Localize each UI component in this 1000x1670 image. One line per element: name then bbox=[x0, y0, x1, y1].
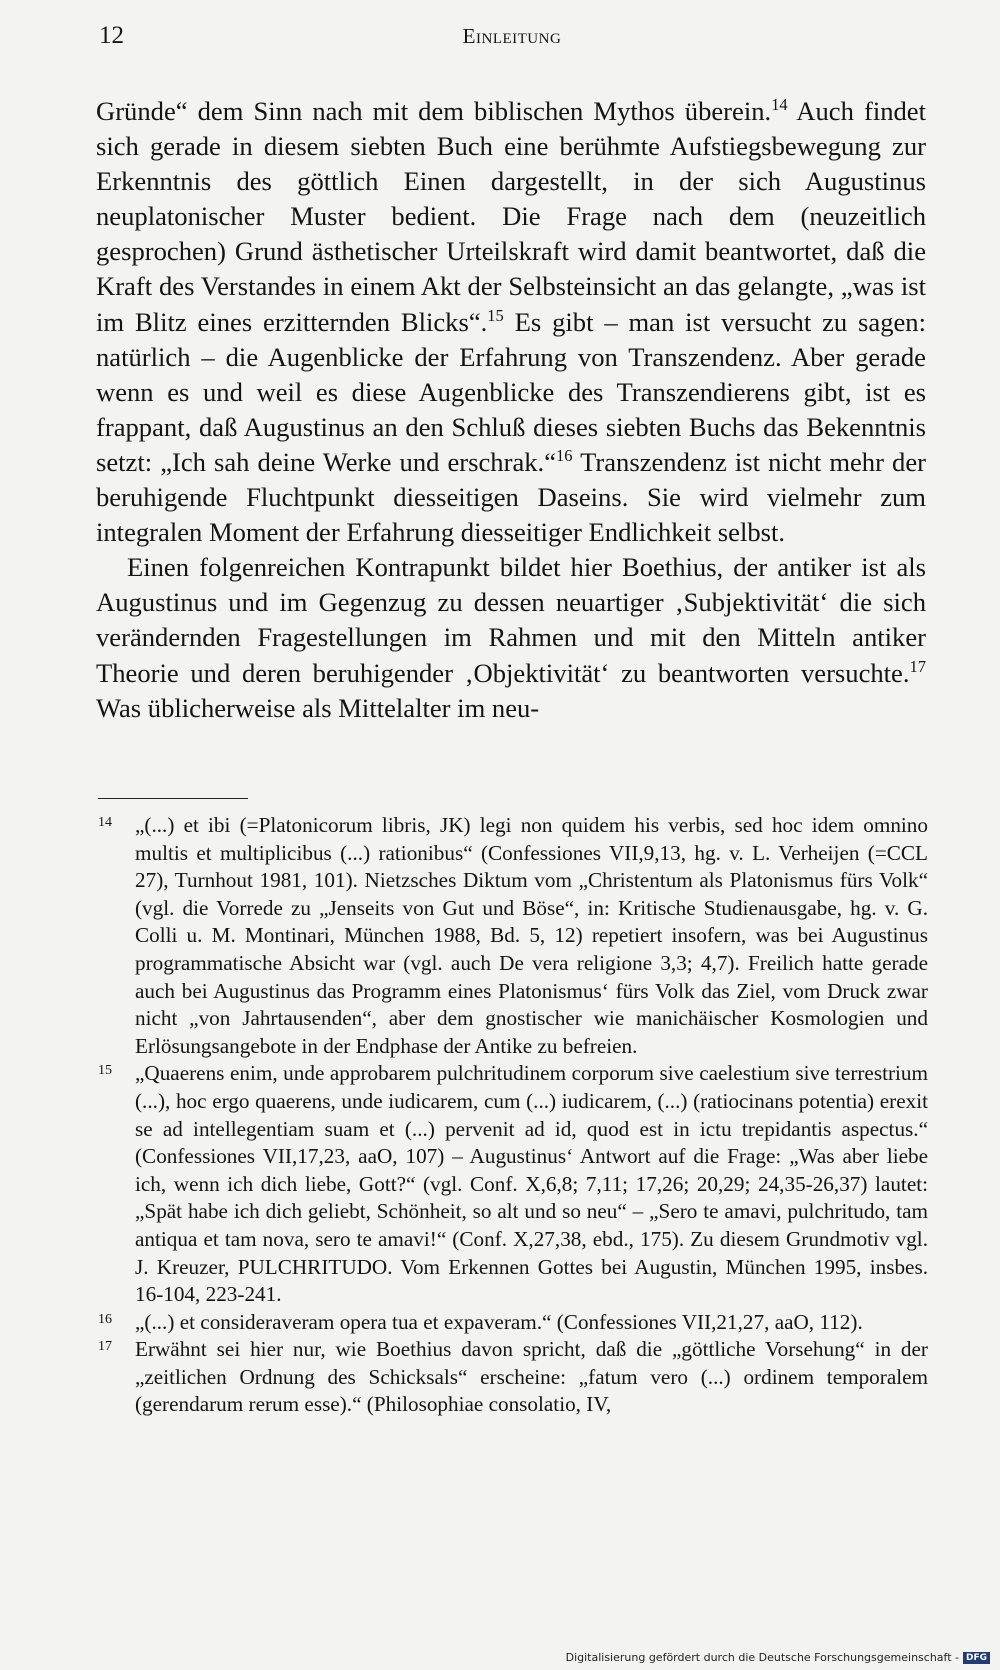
footnote-number: 14 bbox=[98, 815, 112, 830]
footnote-number: 17 bbox=[98, 1339, 112, 1355]
digitization-banner bbox=[566, 1651, 990, 1664]
page-header bbox=[99, 22, 925, 58]
footnote-ref-16[interactable]: 16 bbox=[556, 446, 573, 466]
text-run: Es gibt – man ist versucht zu sagen: natürlich – die Augenblicke der Erfahrung von Transzendenz. Aber gerade wenn es und weil es diese Augenblicke des Transzendierens gibt, ist es frappant, daß Augustinus an den Schluß dieses siebten Buchs das Bekenntnis setzt: „Ich sah deine Werke und erschrak.“ bbox=[96, 306, 926, 477]
footnote-text: „(...) et consideraveram opera tua et expaveram.“ (Confessiones VII,21,27, aaO, 112). bbox=[135, 1309, 863, 1334]
text-run: Auch findet sich gerade in diesem siebten Buch eine berühmte Aufstiegsbewegung zur Erkenntnis des göttlich Einen dargestellt, in der sich Augustinus neuplatonischer Muster bedient. Die Frage nach dem (neuzeitlich gesprochen) Grund ästhetischer Urteilskraft wird damit beantwortet, daß die Kraft des Verstandes in einem Akt der Selbsteinsicht an das gelangte, „was ist im Blitz eines erzitternden Blicks“. bbox=[96, 96, 926, 337]
footnote-number: 16 bbox=[98, 1311, 112, 1327]
footnote-17 bbox=[96, 1336, 928, 1419]
text-run: Gründe“ dem Sinn nach mit dem biblischen Mythos überein. bbox=[96, 96, 772, 126]
footnote-ref-15[interactable]: 15 bbox=[487, 305, 504, 325]
body-text bbox=[96, 94, 926, 726]
footnote-text: „(...) et ibi (=Platonicorum libris, JK) legi non quidem his verbis, sed hoc idem omnino multis et multiplicibus (...) rationibus“ (Confessiones VII,9,13, hg. v. L. Verheijen (=CCL 27), Turnhout 1981, 101). Nietzsches Diktum vom „Christentum als Platonismus fürs Volk“ (vgl. die Vorrede zu „Jenseits von Gut und Böse“, in: Kritische Studienausgabe, hg. v. G. Colli u. M. Montinari, München 1988, Bd. 5, 12) repetiert insofern, was bei Augustinus programmatische Absicht war (vgl. auch De vera religione 3,3; 4,7). Freilich hatte gerade auch bei Augustinus das Programm eines Platonismus‘ fürs Volk das Ziel, vom Druck zwar nicht „von Jahrtausenden“, aber dem gnostischer wie manichäischer Kosmologien und Erlösungsangebote in der Endphase der Antike zu befreien. bbox=[135, 813, 928, 1058]
footnote-16 bbox=[96, 1309, 928, 1337]
footnote-text: Erwähnt sei hier nur, wie Boethius davon spricht, daß die „göttliche Vorsehung“ in der „zeitlichen Ordnung des Schicksals“ erscheine: „fatum vero (...) ordinem temporalem (gerendarum rerum esse).“ (Philosophiae consolatio, IV, bbox=[135, 1337, 928, 1417]
footnote-ref-14[interactable]: 14 bbox=[771, 95, 788, 115]
footnote-15 bbox=[96, 1060, 928, 1308]
text-run: Einen folgenreichen Kontrapunkt bildet hier Boethius, der antiker ist als Augustinus und im Gegenzug zu dessen neuartiger ‚Subjektivität‘ die sich verändernden Fragestellungen im Rahmen und mit den Mitteln antiker Theorie und deren beruhigender ‚Objektivität‘ zu beantworten versuchte. bbox=[96, 552, 926, 688]
paragraph-2 bbox=[96, 550, 926, 725]
dfg-logo: DFG bbox=[963, 1652, 990, 1664]
footnotes bbox=[96, 812, 928, 1419]
footnote-text: „Quaerens enim, unde approbarem pulchritudinem corporum sive caelestium sive terrestrium (...), hoc ergo quaerens, unde iudicarem, cum (...) iudicarem, (...) (ratiocinans potentia) erexit se ad intellegentiam suam et (...) pervenit ad id, quod est in ictu trepidantis aspectus.“ (Confessiones VII,17,23, aaO, 107) – Augustinus‘ Antwort auf die Frage: „Was aber liebe ich, wenn ich dich liebe, Gott?“ (vgl. Conf. X,6,8; 7,11; 17,26; 20,29; 24,35-26,37) lautet: „Spät habe ich dich geliebt, Schönheit, so alt und so neu“ – „Sero te amavi, pulchritudo, tam antiqua et tam nova, sero te amavi!“ (Conf. X,27,38, ebd., 175). Zu diesem Grundmotiv vgl. J. Kreuzer, PULCHRITUDO. Vom Erkennen Gottes bei Augustin, München 1995, insbes. 16-104, 223-241. bbox=[135, 1061, 928, 1307]
banner-text: Digitalisierung gefördert durch die Deutsche Forschungsgemeinschaft - bbox=[565, 1651, 959, 1664]
page-number: 12 bbox=[99, 22, 124, 49]
paragraph-1 bbox=[96, 94, 926, 550]
text-run: Was üblicherweise als Mittelalter im neu- bbox=[96, 692, 540, 723]
footnote-number: 15 bbox=[98, 1063, 112, 1079]
footnote-14 bbox=[96, 812, 928, 1060]
text-run: Transzendenz ist nicht mehr der beruhigende Fluchtpunkt diesseitigen Daseins. Sie wird vielmehr zum integralen Moment der Erfahrung diesseitiger Endlichkeit selbst. bbox=[96, 446, 926, 548]
running-head: Einleitung bbox=[462, 24, 562, 48]
footnote-rule bbox=[98, 798, 248, 799]
footnote-ref-17[interactable]: 17 bbox=[909, 656, 926, 676]
